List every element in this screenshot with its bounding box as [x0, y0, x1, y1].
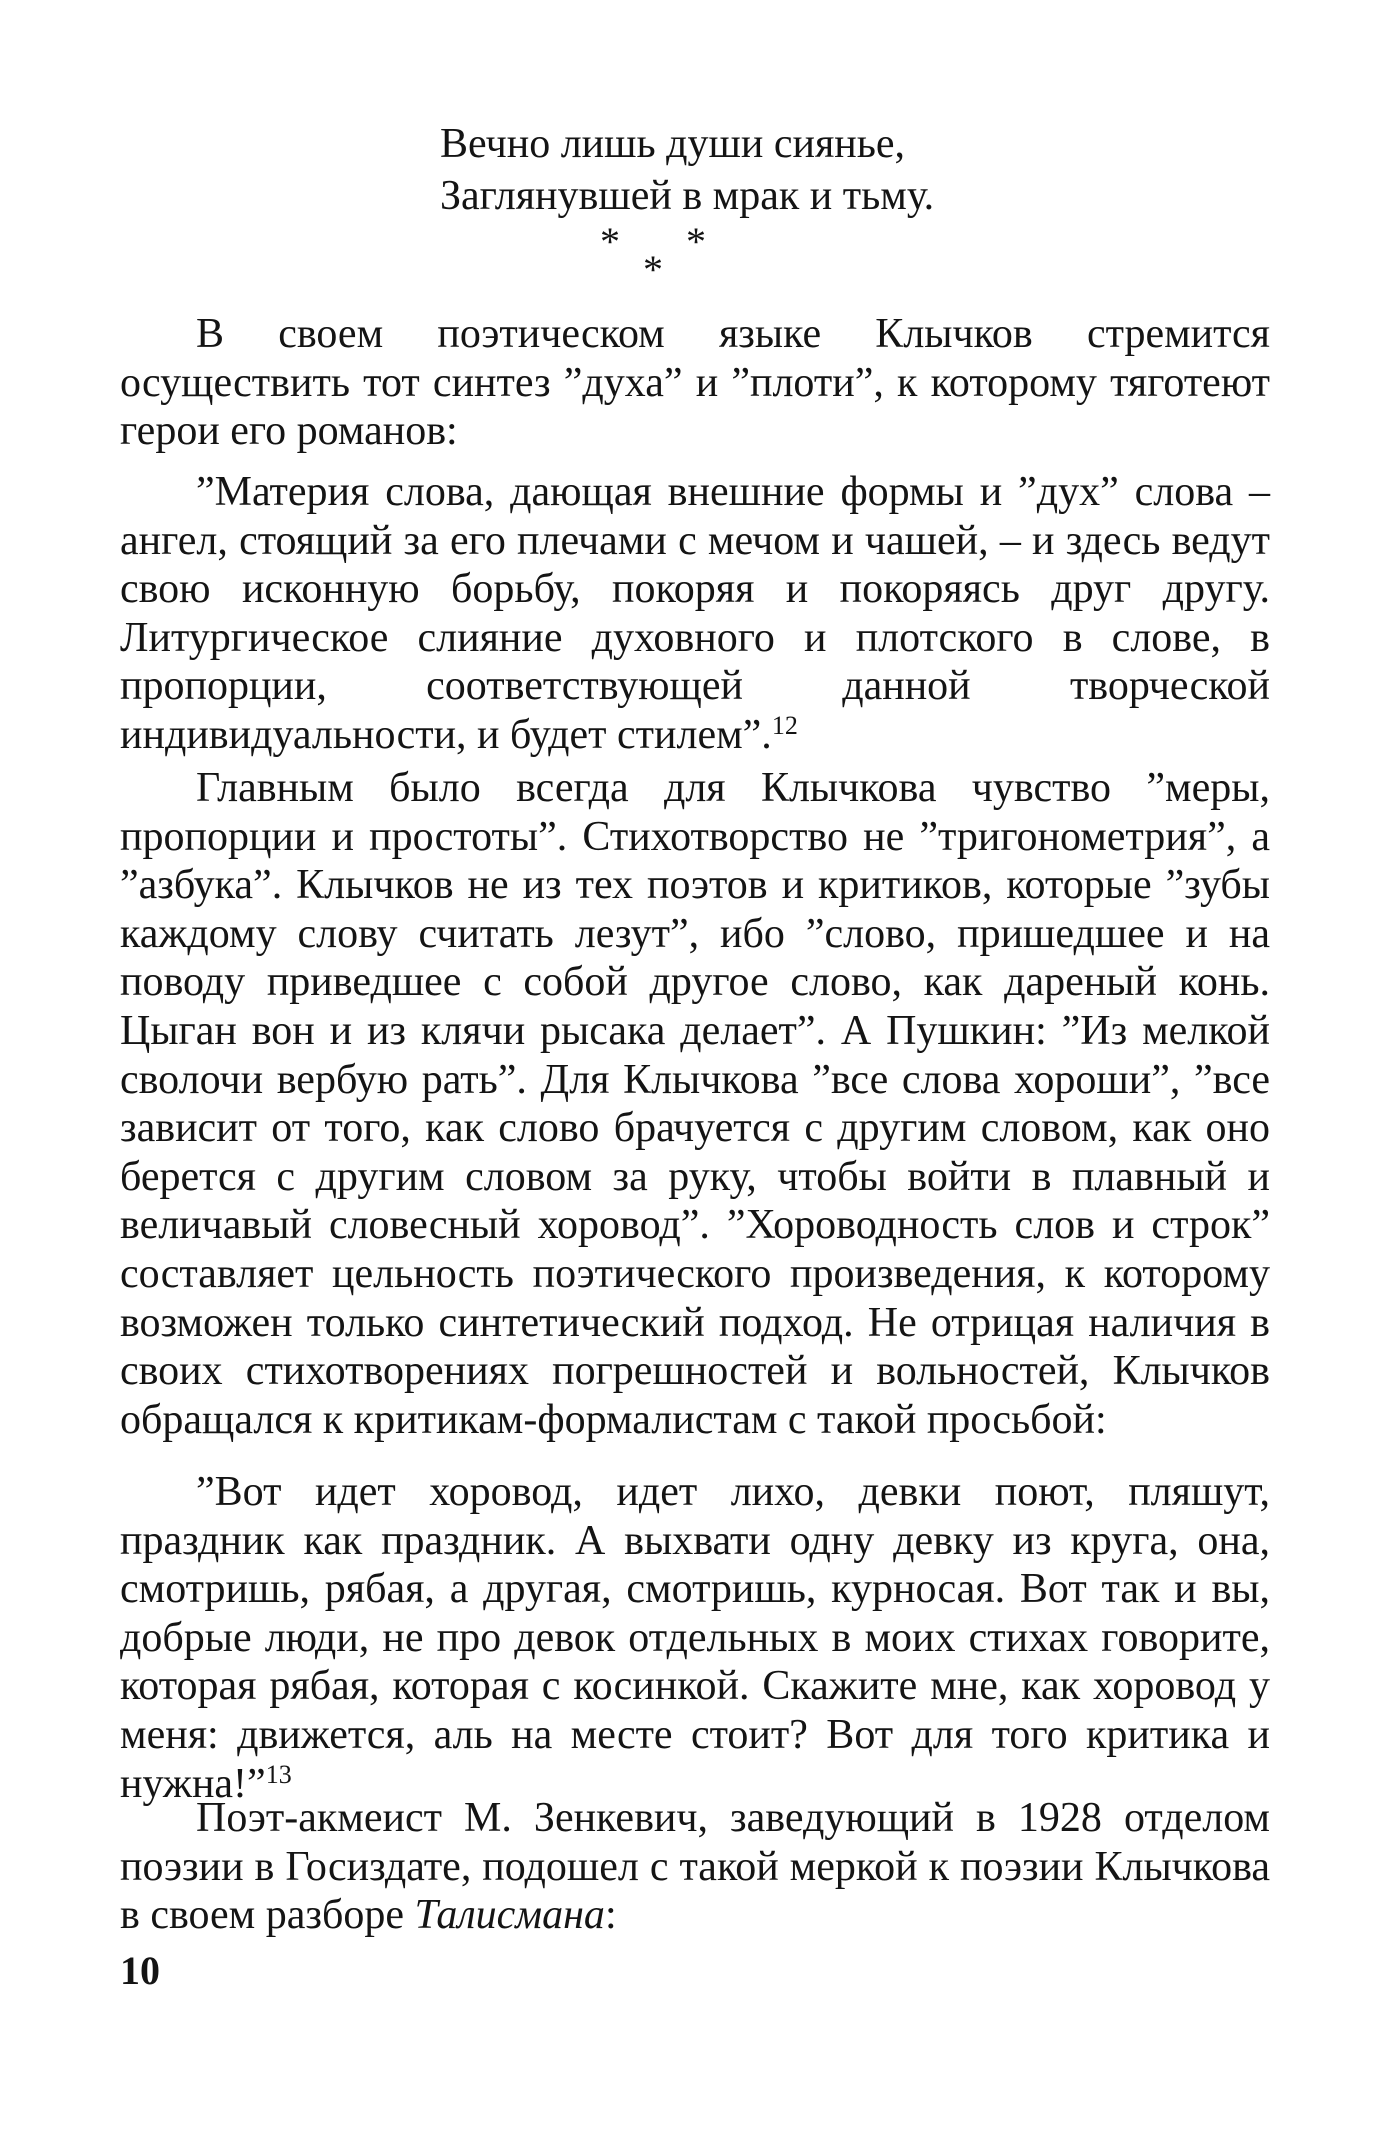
- quotation: [120, 1468, 1270, 1808]
- paragraph: [120, 764, 1270, 1444]
- footnote-marker: 12: [771, 710, 798, 740]
- paragraph-text: Поэт-акмеист М. Зенкевич, заведующий в 1928 отделом поэзии в Госиздате, подошел с такой меркой к поэзии Клычкова в своем разборе: [120, 1795, 1270, 1939]
- section-separator: [600, 219, 780, 292]
- asterisk: *: [686, 219, 706, 264]
- paragraph: [120, 1794, 1270, 1940]
- paragraph-body: [120, 1794, 1270, 1940]
- paragraph-text: В своем поэтическом языке Клычков стремится осуществить тот синтез ”духа” и ”плоти”, к которому тяготеют герои его романов:: [120, 311, 1270, 455]
- page-number: 10: [120, 1948, 160, 1993]
- paragraph: [120, 310, 1270, 456]
- asterisk: *: [600, 219, 620, 264]
- footnote-marker: 13: [265, 1759, 292, 1789]
- poem-excerpt: [440, 118, 934, 222]
- quotation-body: [120, 468, 1270, 760]
- poem-line: Заглянувшей в мрак и тьму.: [440, 173, 935, 219]
- poem-line: Вечно лишь души сиянье,: [440, 121, 906, 167]
- quotation-text: ”Материя слова, дающая внешние формы и ”дух” слова – ангел, стоящий за его плечами с мечом и чашей, – и здесь ведут свою исконную борьбу, покоряя и покоряясь друг другу. Литургическое слияние духовного и плотского в слове, в пропорции, соответствующей данной творческой индивидуальности, и будет стилем”.: [120, 469, 1270, 758]
- punctuation: :: [604, 1892, 617, 1939]
- quotation-text: ”Вот идет хоровод, идет лихо, девки поют, пляшут, праздник как праздник. А выхвати одну девку из круга, она, смотришь, рябая, а другая, смотришь, курносая. Вот так и вы, добрые люди, не про девок отдельных в моих стихах говорите, которая рябая, которая с косинкой. Скажите мне, как хоровод у меня: движется, аль на месте стоит? Вот для того критика и нужна!”: [120, 1469, 1270, 1807]
- book-title: Талисмана: [414, 1892, 605, 1939]
- paragraph-text: Главным было всегда для Клычкова чувство ”меры, пропорции и простоты”. Стихотворство не ”тригонометрия”, а ”азбука”. Клычков не из тех поэтов и критиков, которые ”зубы каждому слову считать лезут”, ибо ”слово, пришедшее и на поводу приведшее с собой другое слово, как дареный конь. Цыган вон и из клячи рысака делает”. А Пушкин: ”Из мелкой сволочи вербую рать”. Для Клычкова ”все слова хороши”, ”все зависит от того, как слово брачуется с другим словом, как оно берется с другим словом за руку, чтобы войти в плавный и величавый словесный хоровод”. ”Хороводность слов и строк” составляет цельность поэтического произведения, к которому возможен только синтетический подход. Не отрицая наличия в своих стихотворениях погрешностей и вольностей, Клычков обращался к критикам-формалистам с такой просьбой:: [120, 765, 1270, 1443]
- asterisk: *: [643, 247, 663, 292]
- quotation-body: [120, 1468, 1270, 1808]
- quotation: [120, 468, 1270, 760]
